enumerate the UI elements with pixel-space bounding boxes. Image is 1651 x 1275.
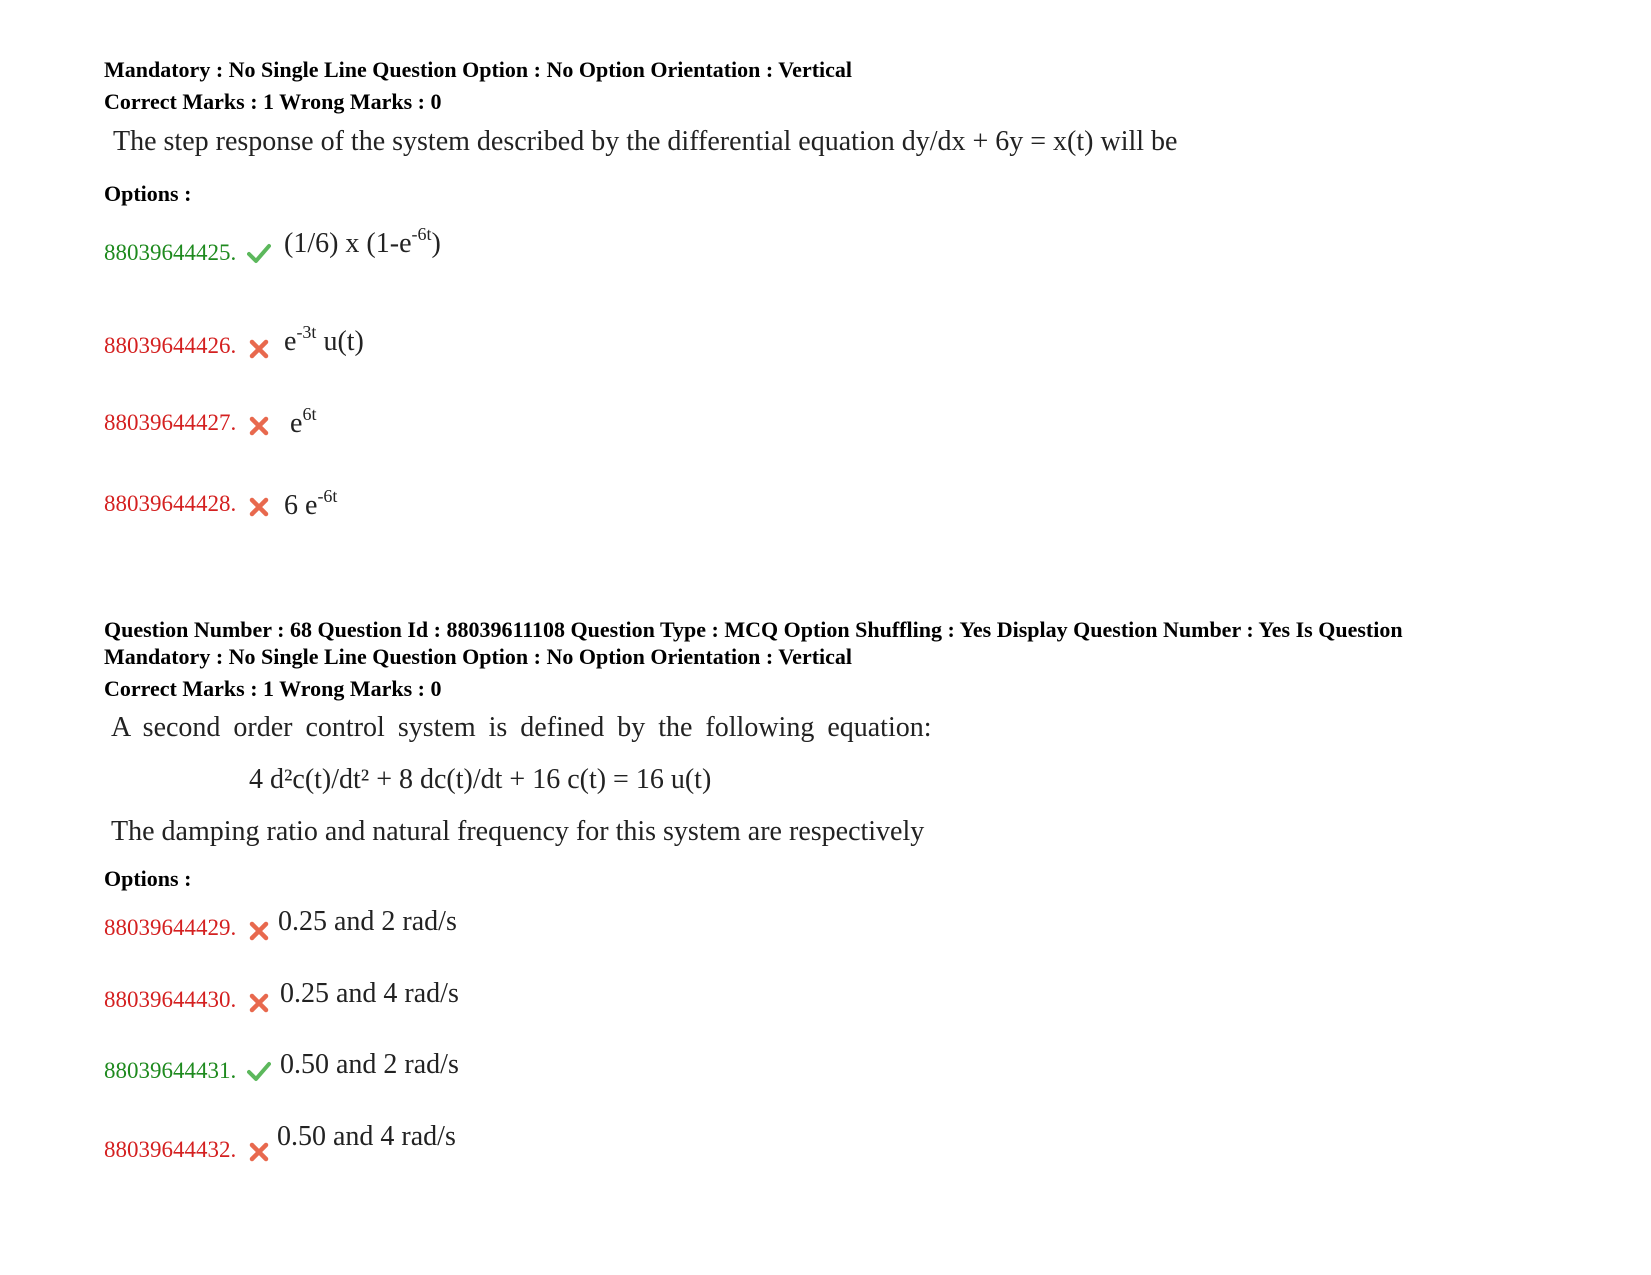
q2-option-id: 88039644432. (104, 1137, 237, 1162)
formula-exponent: -6t (411, 224, 432, 244)
q2-option-value: 0.50 and 2 rad/s (280, 1049, 459, 1080)
q2-option-id: 88039644431. (104, 1058, 237, 1083)
check-icon (247, 1059, 271, 1083)
q2-option-value: 0.25 and 4 rad/s (280, 978, 459, 1009)
q1-option-id: 88039644426. (104, 333, 237, 358)
q1-option-value (284, 322, 364, 358)
formula-tail: ) (431, 228, 441, 259)
cross-icon (247, 1140, 271, 1164)
q1-option-value (284, 224, 441, 260)
formula-tail: u(t) (316, 326, 364, 357)
q2-option-id: 88039644430. (104, 987, 237, 1012)
q1-option-id: 88039644427. (104, 410, 237, 435)
q2-option-value: 0.25 and 2 rad/s (278, 906, 457, 937)
cross-icon (247, 495, 271, 519)
q2-options-label: Options : (104, 866, 192, 891)
q1-option-value (290, 404, 317, 440)
cross-icon (247, 414, 271, 438)
formula-exponent: -6t (317, 486, 338, 506)
q1-meta-mandatory: Mandatory : No Single Line Question Option : No Option Orientation : Vertical (104, 57, 853, 82)
q1-options-label: Options : (104, 181, 192, 206)
q1-option-id: 88039644428. (104, 491, 237, 516)
q2-option-value: 0.50 and 4 rad/s (277, 1121, 456, 1152)
formula-base: e (290, 408, 303, 439)
q1-option-id: 88039644425. (104, 240, 237, 265)
q2-question-text: A second order control system is defined by the following equation: (111, 712, 932, 743)
q2-option-id: 88039644429. (104, 915, 237, 940)
formula-exponent: -3t (296, 322, 317, 342)
formula-base: 6 e (284, 490, 318, 521)
check-icon (247, 241, 271, 265)
cross-icon (247, 337, 271, 361)
q1-option-value (284, 486, 338, 522)
q1-question-text: The step response of the system described by the differential equation dy/dx + 6y = x(t) will be (113, 126, 1178, 157)
cross-icon (247, 919, 271, 943)
q2-meta-mandatory: Mandatory : No Single Line Question Option : No Option Orientation : Vertical (104, 644, 853, 669)
q1-meta-marks: Correct Marks : 1 Wrong Marks : 0 (104, 89, 442, 114)
q2-equation: 4 d²c(t)/dt² + 8 dc(t)/dt + 16 c(t) = 16 u(t) (249, 764, 712, 795)
q2-meta-header: Question Number : 68 Question Id : 88039611108 Question Type : MCQ Option Shuffling : Yes Display Question Number : Yes Is Question (104, 617, 1403, 642)
formula-base: (1/6) x (1-e (284, 228, 412, 259)
formula-exponent: 6t (302, 404, 317, 424)
cross-icon (247, 991, 271, 1015)
q2-question-text-2: The damping ratio and natural frequency for this system are respectively (111, 816, 925, 847)
q2-meta-marks: Correct Marks : 1 Wrong Marks : 0 (104, 676, 442, 701)
formula-base: e (284, 326, 297, 357)
